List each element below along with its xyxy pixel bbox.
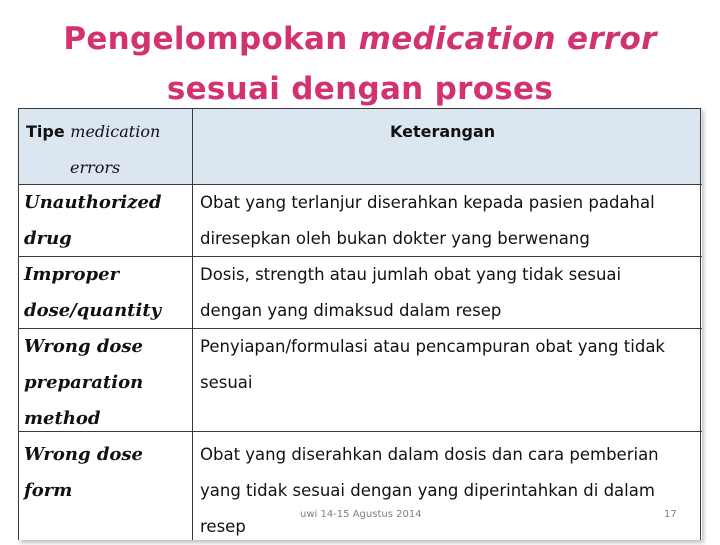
page-number: 17 <box>664 509 677 520</box>
footer-date: uwi 14-15 Agustus 2014 <box>300 509 422 520</box>
title-italic: medication error <box>358 21 657 57</box>
header-type-line2: errors <box>70 158 121 177</box>
row-type-line: Wrong dose <box>24 444 144 465</box>
header-type-italic: medication <box>70 122 161 141</box>
title-prefix: Pengelompokan <box>63 21 359 57</box>
row-type-cell <box>24 257 190 329</box>
slide-title <box>0 14 720 114</box>
row-type-cell <box>24 329 190 437</box>
row-description-cell <box>200 437 700 545</box>
row-type-line: dose/quantity <box>24 300 162 321</box>
header-type-line1 <box>26 122 160 141</box>
row-description-line: resep <box>200 517 246 536</box>
medication-error-table <box>18 108 702 540</box>
header-description: Keterangan <box>390 122 496 141</box>
row-description-line: yang tidak sesuai dengan yang diperintahkan di dalam <box>200 481 655 500</box>
row-type-line: form <box>24 480 73 501</box>
row-type-line: drug <box>24 228 72 249</box>
row-description-line: Obat yang terlanjur diserahkan kepada pasien padahal <box>200 193 655 212</box>
title-line-2: sesuai dengan proses <box>166 71 554 107</box>
row-type-line: Improper <box>24 264 120 285</box>
row-type-line: Wrong dose <box>24 336 144 357</box>
row-description-cell <box>200 329 700 401</box>
title-line-1 <box>0 14 720 64</box>
row-type-line: preparation <box>24 372 144 393</box>
row-type-line: method <box>24 408 101 429</box>
row-description-line: diresepkan oleh bukan dokter yang berwenang <box>200 229 590 248</box>
row-description-line: Dosis, strength atau jumlah obat yang tidak sesuai <box>200 265 622 284</box>
row-description-line: dengan yang dimaksud dalam resep <box>200 301 502 320</box>
row-description-cell <box>200 257 700 329</box>
row-type-cell <box>24 185 190 257</box>
row-description-cell <box>200 185 700 257</box>
row-type-line: Unauthorized <box>24 192 162 213</box>
row-description-line: sesuai <box>200 373 253 392</box>
column-divider <box>192 108 193 540</box>
row-type-cell <box>24 437 190 509</box>
row-description-line: Obat yang diserahkan dalam dosis dan cara pemberian <box>200 445 659 464</box>
row-description-line: Penyiapan/formulasi atau pencampuran obat yang tidak <box>200 337 665 356</box>
header-type-prefix: Tipe <box>26 122 71 141</box>
